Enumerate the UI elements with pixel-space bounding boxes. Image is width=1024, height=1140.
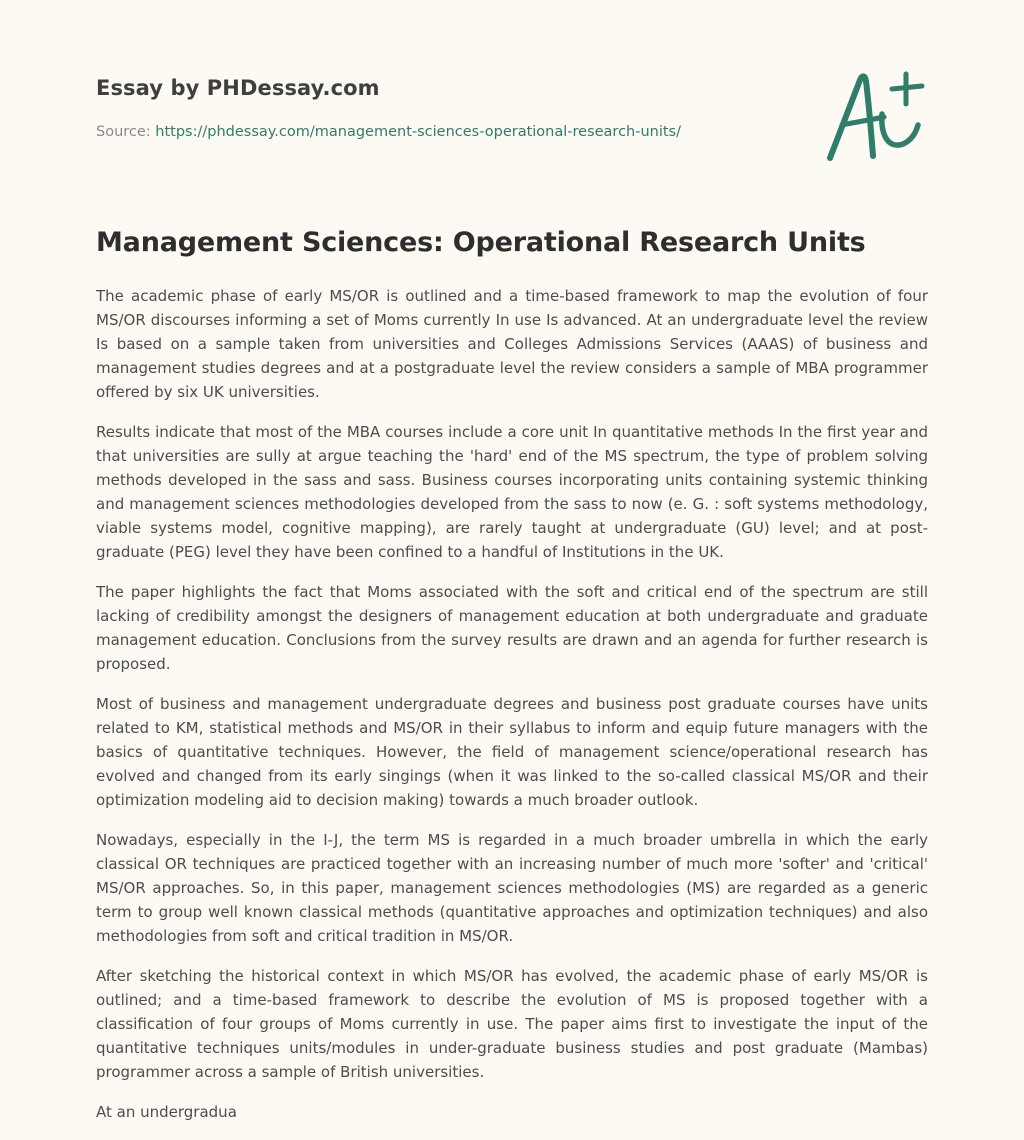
site-title: Essay by PHDessay.com	[96, 76, 380, 100]
paragraph-7-truncated: At an undergradua	[96, 1103, 237, 1121]
essay-page	[96, 0, 928, 1121]
paragraph-5: Nowadays, especially in the I-J, the term MS is regarded in a much broader umbrella in which the early classical OR techniques are practiced together with an increasing number of much more 'softer' and 'critical' MS/OR approaches. So, in this paper, management sciences methodologies (MS) are regarded as a generic term to group well known classical methods (quantitative approaches and optimization techniques) and also methodologies from soft and critical tradition in MS/OR.	[96, 831, 928, 945]
paragraph-3: The paper highlights the fact that Moms associated with the soft and critical end of the spectrum are still lacking of credibility amongst the designers of management education at both undergraduate and graduate management education. Conclusions from the survey results are drawn and an agenda for further research is proposed.	[96, 583, 928, 673]
source-line	[96, 124, 681, 140]
document-body	[96, 284, 928, 1140]
paragraph-4: Most of business and management undergraduate degrees and business post graduate courses have units related to KM, statistical methods and MS/OR in their syllabus to inform and equip future managers with the basics of quantitative techniques. However, the field of management science/operational research has evolved and changed from its early singings (when it was linked to the so-called classical MS/OR and their optimization modeling aid to decision making) towards a much broader outlook.	[96, 695, 928, 809]
source-link[interactable]: https://phdessay.com/management-sciences-operational-research-units/	[155, 124, 681, 140]
paragraph-1: The academic phase of early MS/OR is outlined and a time-based framework to map the evolution of four MS/OR discourses informing a set of Moms currently In use Is advanced. At an undergraduate level the review Is based on a sample taken from universities and Colleges Admissions Services (AAAS) of business and management studies degrees and at a postgraduate level the review considers a sample of MBA programmer offered by six UK universities.	[96, 287, 928, 401]
source-label: Source:	[96, 124, 156, 140]
a-plus-logo-icon	[826, 70, 926, 165]
document-title: Management Sciences: Operational Research Units	[96, 227, 866, 258]
paragraph-6: After sketching the historical context in which MS/OR has evolved, the academic phase of early MS/OR is outlined; and a time-based framework to describe the evolution of MS is proposed together with a classification of four groups of Moms currently in use. The paper aims first to investigate the input of the quantitative techniques units/modules in under-graduate business studies and post graduate (Mambas) programmer across a sample of British universities.	[96, 967, 928, 1081]
paragraph-2: Results indicate that most of the MBA courses include a core unit In quantitative methods In the first year and that universities are sully at argue teaching the 'hard' end of the MS spectrum, the type of problem solving methods developed in the sass and sass. Business courses incorporating units containing systemic thinking and management sciences methodologies developed from the sass to now (e. G. : soft systems methodology, viable systems model, cognitive mapping), are rarely taught at undergraduate (GU) level; and at post- graduate (PEG) level they have been confined to a handful of Institutions in the UK.	[96, 423, 928, 561]
essay-header	[96, 0, 928, 200]
